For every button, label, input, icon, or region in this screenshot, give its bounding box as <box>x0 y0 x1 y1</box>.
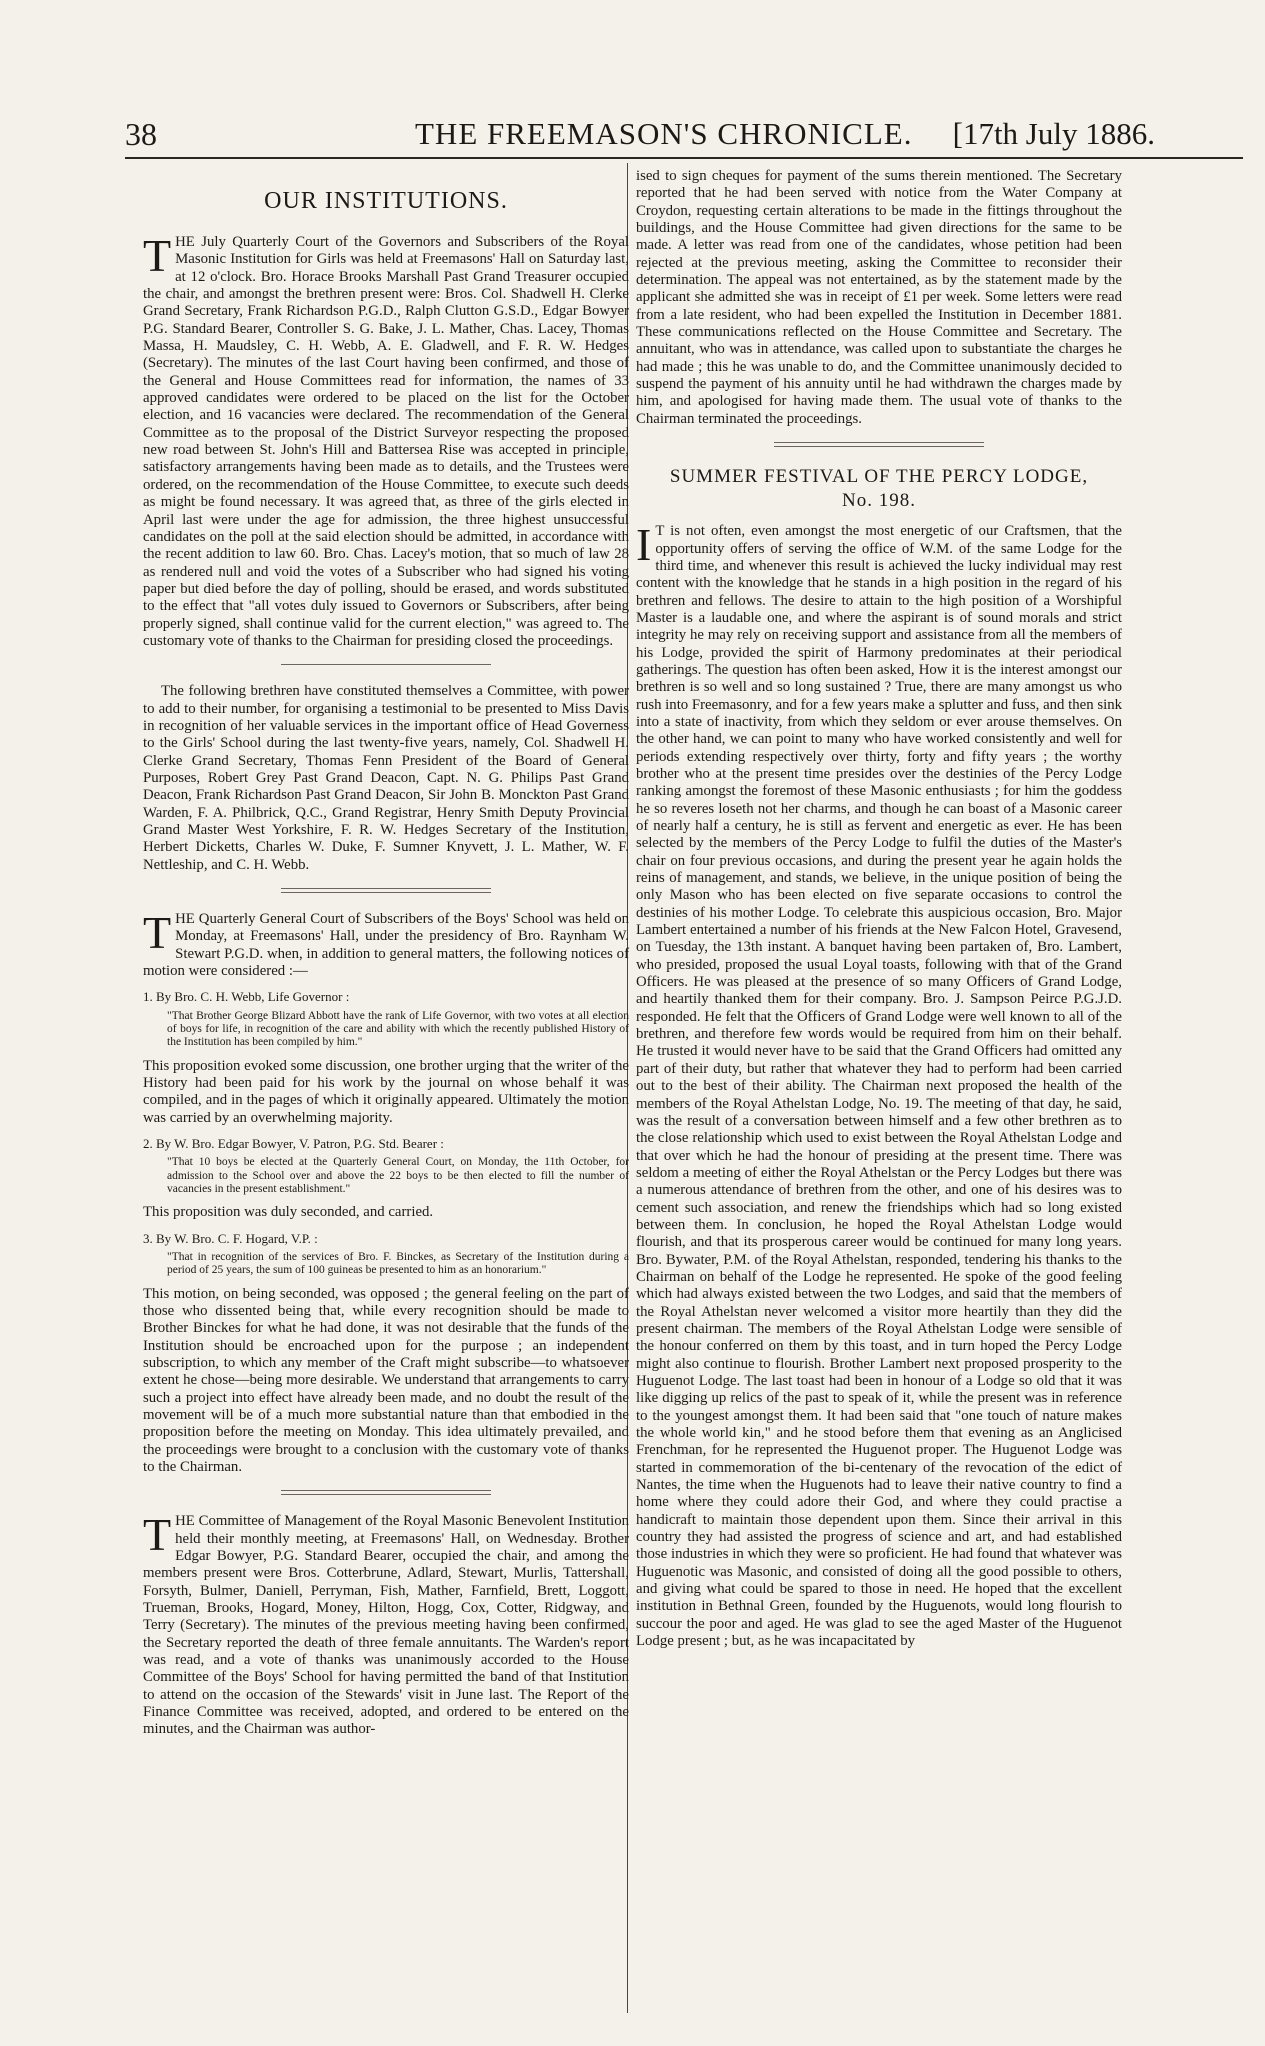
benevolent-text: HE Committee of Management of the Royal Masonic Benevolent Institution held their monthly meeting, at Freemasons' Hall, on Wednesday. Brother Edgar Bowyer, P.G. Standard Bearer, occupied the chair, and among the members present were Bros. Cotterbrune, Adlard, Stewart, Murlis, Tattershall, Forsyth, Bulmer, Daniell, Perryman, Fish, Mather, Farnfield, Brett, Loggott, Trueman, Brooks, Hogard, Money, Hilton, Hogg, Cox, Cotter, Ridgway, and Terry (Secretary). The minutes of the previous meeting having been confirmed, the Secretary reported the death of three female annuitants. The Warden's report was read, and a vote of thanks was unanimously accorded to the House Committee of the Boys' School for having permitted the band of that Institution to attend on the occasion of the Stewards' visit in June last. The Report of the Finance Committee was received, adopted, and ordered to be entered on the minutes, and the Chairman was author- <box>143 1513 629 1738</box>
boys-school-paragraph <box>143 907 629 980</box>
girls-school-paragraph <box>143 230 629 650</box>
separator <box>774 442 984 447</box>
motion-3: 3. By W. Bro. C. F. Hogard, V.P. : <box>143 1230 318 1246</box>
dropcap: T <box>143 907 172 959</box>
girls-school-text: HE July Quarterly Court of the Governors and Subscribers of the Royal Masonic Institution for Girls was held at Freemasons' Hall on Saturday last, at 12 o'clock. Bro. Horace Brooks Marshall Past Grand Treasurer occupied the chair, and amongst the brethren present were: Bros. Col. Shadwell H. Clerke Grand Secretary, Frank Richardson P.G.D., Ralph Clutton G.S.D., Edgar Bowyer P.G. Standard Bearer, Controller S. G. Bake, J. L. Mather, Chas. Lacey, Thomas Massa, H. Maudsley, C. H. Webb, A. E. Gladwell, and F. R. W. Hedges (Secretary). The minutes of the last Court having been confirmed, and those of the General and House Committees read for information, the names of 33 approved candidates were ordered to be placed on the list for the October election, and 16 vacancies were declared. The recommendation of the General Committee as to the proposal of the District Surveyor respecting the proposed new road between St. John's Hill and Battersea Rise was accepted in principle, satisfactory arrangements having been made as to details, and the Trustees were ordered, on the recommendation of the House Committee, to execute such deeds as might be found necessary. It was agreed that, as three of the girls elected in April last were under the age for admission, the three highest unsuccessful candidates on the poll at the said election should be admitted, in accordance with the recent addition to law 60. Bro. Chas. Lacey's motion, that so much of law 28 as rendered null and void the votes of a Subscriber who had signed his voting paper but died before the day of polling, should be erased, and words substituted to the effect that "all votes duly issued to Governors or Subscribers, after being properly signed, shall continue valid for the current election," was agreed to. The customary vote of thanks to the Chairman for presiding closed the proceedings. <box>143 234 629 649</box>
left-column <box>143 168 629 1747</box>
percy-lodge-text: T is not often, even amongst the most energetic of our Craftsmen, that the opportunity offers of serving the office of W.M. of the same Lodge for the third time, and whenever this result is achieved the lucky individual may rest content with the knowledge that he stands in a high position in the regard of his brethren and fellows. The desire to attain to the high position of a Worshipful Master is a laudable one, and where the aspirant is of sound morals and strict integrity he may rely on receiving support and assistance from all the members of his Lodge, provided the spirit of Harmony predominates at their periodical gatherings. The question has often been asked, How it is the interest amongst our brethren is so well and so long sustained ? True, there are many amongst us who rush into Freemasonry, and for a few years make a splutter and fuss, and then sink into a state of inactivity, from which they seldom or ever arouse themselves. On the other hand, we can point to many who have worked consistently and well for periods extending respectively over thirty, forty and fifty years ; the worthy brother who at the present time presides over the destinies of the Percy Lodge ranking amongst the foremost of these Masonic enthusiasts ; for him the goddess he so reveres loseth not her charms, and though he can boast of a Masonic career of nearly half a century, he is still as fervent and energetic as ever. He has been selected by the members of the Percy Lodge to fulfil the duties of the Master's chair on four previous occasions, and during the present year he again holds the reins of management, and stands, we believe, in the unique position of being the only Mason who has been elected on five separate occasions to control the destinies of his mother Lodge. To celebrate this auspicious occasion, Bro. Major Lambert entertained a number of his friends at the New Falcon Hotel, Gravesend, on Tuesday, the 13th instant. A banquet having been partaken of, Bro. Lambert, who presided, proposed the usual Loyal toasts, following with that of the Grand Officers. He was pleased at the presence of so many Officers of Grand Lodge, and heartily thanked them for their company. Bro. J. Sampson Peirce P.G.J.D. responded. He felt that the Officers of Grand Lodge were well known to all of the brethren, and therefore few words would be required from him on their behalf. He trusted it would never have to be said that the Grand Officers had omitted any part of their duty, but rather that whatever they had to perform had been carried out to the best of their ability. The Chairman next proposed the health of the members of the Royal Athelstan Lodge, No. 19. The meeting of that day, he said, was the result of a conversation between himself and a few other brethren as to the close relationship which used to exist between the Royal Athelstan Lodge and that over which he had the honour of presiding at the present time. There was seldom a meeting of either the Royal Athelstan or the Percy Lodges but there was a numerous attendance of brethren from the other, and one of his desires was to cement such association, and renew the friendships which had so long existed between them. In conclusion, he hoped the Royal Athelstan Lodge would flourish, and that its prosperous career would be continued for many long years. Bro. Bywater, P.M. of the Royal Athelstan, responded, tendering his thanks to the Chairman on behalf of the Lodge he represented. He spoke of the good feeling which had always existed between the two Lodges, and said that the members of the Royal Athelstan never welcomed a visitor more heartily than they did the present chairman. The members of the Royal Athelstan Lodge were sensible of the honour conferred on them by this toast, and in turn hoped the Percy Lodge might also continue to flourish. Brother Lambert next proposed prosperity to the Huguenot Lodge. The last toast had been in honour of a Lodge so old that it was like digging up relics of the past to speak of it, while the present was in reference to the youngest amongst them. It had been said that "one touch of nature makes the whole world kin," and he stood before them that evening as an Anglicised Frenchman, for he represented the Huguenot proper. The Huguenot Lodge was started in commemoration of the bi-centenary of the revocation of the edict of Nantes, the time when the Huguenots had to leave their native country to find a home where they could adore their God, and where they could practise a handicraft to maintain those dependent upon them. Since their arrival in this country they had assisted the progress of science and art, and had established those industries in which they were so proficient. He had found that whatever was Huguenotic was Masonic, and consisted of doing all the good possible to others, and giving what could be spared to those in need. He hoped that the excellent institution in Bethnal Green, founded by the Huguenots, would long flourish to succour the poor and aged. He was glad to see the aged Master of the Huguenot Lodge present ; but, as he was incapacitated by <box>636 523 1122 1650</box>
separator <box>281 664 491 665</box>
motion-3-quote: "That in recognition of the services of Bro. F. Binckes, as Secretary of the Institution during a period of 25 years, the sum of 100 guineas be presented to him as an honorarium." <box>167 1250 629 1277</box>
article-heading-percy-lodge <box>636 465 1122 513</box>
testimonial-committee-paragraph: The following brethren have constituted themselves a Committee, with power to add to their number, for organising a testimonial to be presented to Miss Davis in recognition of her valuable services in the important office of Head Governess to the Girls' School during the last twenty-five years, namely, Col. Shadwell H. Clerke Grand Secretary, Thomas Fenn President of the Board of General Purposes, Robert Grey Past Grand Deacon, Capt. N. G. Philips Past Grand Deacon, Frank Richardson Past Grand Deacon, Sir John B. Monckton Past Grand Warden, F. A. Philbrick, Q.C., Grand Registrar, Henry Smith Deputy Provincial Grand Master West Yorkshire, F. R. W. Hedges Secretary of the Institution, Herbert Dicketts, Charles W. Duke, F. Sumner Knyvett, J. L. Mather, W. F. Nettleship, and C. H. Webb. <box>143 683 629 873</box>
benevolent-continued-paragraph: ised to sign cheques for payment of the sums therein mentioned. The Secretary reported that he had been served with notice from the Water Company at Croydon, requesting certain alterations to be made in the fittings throughout the buildings, and the House Committee had given directions for the same to be made. A letter was read from one of the candidates, whose petition had been rejected at the previous meeting, asking the Committee to reconsider their determination. The appeal was not entertained, as by the statement made by the applicant she admitted she was in receipt of £1 per week. Some letters were read from a late resident, who had been expelled the Institution in December 1881. These communications reflected on the House Committee and Secretary. The annuitant, who was in attendance, was called upon to substantiate the charges he had made ; this he was unable to do, and the Committee unanimously decided to suspend the payment of his annuity until he had withdrawn the charges made by him, and apologised for having made them. The usual vote of thanks to the Chairman terminated the proceedings. <box>636 168 1122 427</box>
heading-line-1: SUMMER FESTIVAL OF THE PERCY LODGE, <box>669 466 1089 488</box>
publication-title: THE FREEMASON'S CHRONICLE. <box>415 116 913 151</box>
motion-3-discussion: This motion, on being seconded, was opposed ; the general feeling on the part of those who dissented being that, while every recognition should be made to Brother Binckes for what he had done, it was not desirable that the funds of the Institution should be encroached upon for the purpose ; an independent subscription, to which any member of the Craft might subscribe—to whatsoever extent he chose—being more desirable. We understand that arrangements to carry such a project into effect have already been made, and no doubt the result of the movement will be of a much more substantial nature than that embodied in the proposition before the meeting on Monday. This idea ultimately prevailed, and the proceedings were brought to a conclusion with the customary vote of thanks to the Chairman. <box>143 1285 629 1475</box>
separator <box>281 1490 491 1495</box>
dropcap: I <box>636 519 652 571</box>
dropcap: T <box>143 230 172 281</box>
article-heading-institutions: OUR INSTITUTIONS. <box>264 188 508 214</box>
header-rule <box>125 157 1243 159</box>
motion-2-result: This proposition was duly seconded, and carried. <box>143 1204 434 1221</box>
motion-2: 2. By W. Bro. Edgar Bowyer, V. Patron, P.G. Std. Bearer : <box>143 1136 444 1152</box>
motion-1-discussion: This proposition evoked some discussion, one brother urging that the writer of the History had been paid for his work by the journal on whose behalf it was compiled, and in the pages of which it originally appeared. Ultimately the motion was carried by an overwhelming majority. <box>143 1057 629 1126</box>
motion-1: 1. By Bro. C. H. Webb, Life Governor : <box>143 989 350 1005</box>
issue-date: [17th July 1886. <box>952 116 1155 151</box>
right-column <box>636 168 1122 1659</box>
boys-school-intro: HE Quarterly General Court of Subscribers of the Boys' School was held on Monday, at Freemasons' Hall, under the presidency of Bro. Raynham W. Stewart P.G.D. when, in addition to general matters, the following notices of motion were considered :— <box>143 911 629 980</box>
dropcap: T <box>143 1509 172 1561</box>
percy-lodge-paragraph <box>636 519 1122 1650</box>
motion-1-quote: "That Brother George Blizard Abbott have the rank of Life Governor, with two votes at all election of boys for life, in recognition of the care and ability with which the recently published History of the Institution has been compiled by him." <box>167 1009 629 1049</box>
motion-2-quote: "That 10 boys be elected at the Quarterly General Court, on Monday, the 11th October, for admission to the School over and above the 22 boys to be then elected to fill the number of vacancies in the present establishment." <box>167 1156 629 1195</box>
separator <box>281 888 491 893</box>
page-number: 38 <box>125 116 157 152</box>
benevolent-paragraph <box>143 1509 629 1738</box>
page-header <box>125 116 1155 160</box>
heading-line-2: No. 198. <box>842 490 916 512</box>
